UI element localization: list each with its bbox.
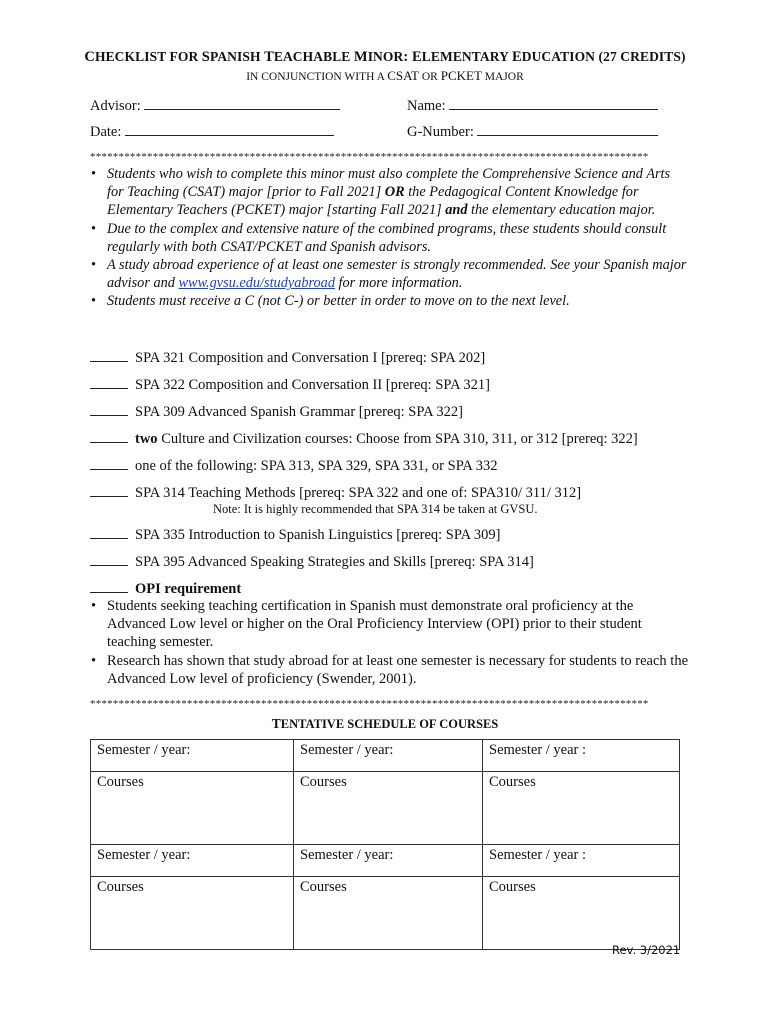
courses-cell[interactable]: Courses xyxy=(483,877,680,950)
date-line[interactable] xyxy=(125,122,334,136)
course-row-spa322: SPA 322 Composition and Conversation II [prereq: SPA 321] xyxy=(90,376,490,394)
course-row-spa309: SPA 309 Advanced Spanish Grammar [prereq: SPA 322] xyxy=(90,403,463,421)
requirements-notes xyxy=(90,165,690,311)
opi-notes xyxy=(90,597,690,688)
checkbox-line[interactable] xyxy=(90,403,128,416)
name-field[interactable] xyxy=(407,96,658,115)
note-item: • Students must receive a C (not C-) or better in order to move on to the next level. xyxy=(90,292,690,310)
course-row-opi: OPI requirement xyxy=(90,580,241,598)
spa314-note: Note: It is highly recommended that SPA 314 be taken at GVSU. xyxy=(213,502,538,516)
course-row-spa335: SPA 335 Introduction to Spanish Linguistics [prereq: SPA 309] xyxy=(90,526,500,544)
opi-note-item: • Students seeking teaching certification in Spanish must demonstrate oral proficiency at the Advanced Low level or higher on the Oral Proficiency Interview (OPI) prior to their student teaching semester. xyxy=(90,597,690,652)
course-row-spa314: SPA 314 Teaching Methods [prereq: SPA 322 and one of: SPA310/ 311/ 312] xyxy=(90,484,581,502)
checkbox-line[interactable] xyxy=(90,376,128,389)
courses-cell[interactable]: Courses xyxy=(91,877,294,950)
checkbox-line[interactable] xyxy=(90,580,128,593)
course-row-spa395: SPA 395 Advanced Speaking Strategies and Skills [prereq: SPA 314] xyxy=(90,553,534,571)
courses-cell[interactable]: Courses xyxy=(294,877,483,950)
checkbox-line[interactable] xyxy=(90,349,128,362)
courses-cell[interactable]: Courses xyxy=(483,772,680,845)
gnumber-line[interactable] xyxy=(477,122,658,136)
advisor-field[interactable] xyxy=(90,96,340,115)
opi-note-item: • Research has shown that study abroad for at least one semester is necessary for students to reach the Advanced Low level of proficiency (Swender, 2001). xyxy=(90,652,690,688)
note-item: • A study abroad experience of at least one semester is strongly recommended. See your Spanish major advisor and www.gvsu.edu/studyabroad for more information. xyxy=(90,256,690,292)
course-row-elective: one of the following: SPA 313, SPA 329, SPA 331, or SPA 332 xyxy=(90,457,497,475)
semester-cell[interactable]: Semester / year: xyxy=(294,845,483,877)
advisor-line[interactable] xyxy=(144,96,340,110)
schedule-table xyxy=(90,739,680,950)
gnumber-label: G-Number: xyxy=(407,124,474,140)
semester-cell[interactable]: Semester / year : xyxy=(483,845,680,877)
revision-label: Rev. 3/2021 xyxy=(612,943,681,957)
checkbox-line[interactable] xyxy=(90,430,128,443)
name-label: Name: xyxy=(407,98,446,114)
studyabroad-link[interactable]: www.gvsu.edu/studyabroad xyxy=(178,275,335,292)
gnumber-field[interactable] xyxy=(407,122,658,141)
note-item: • Students who wish to complete this minor must also complete the Comprehensive Science and Arts for Teaching (CSAT) major [prior to Fall 2021] OR the Pedagogical Content Knowledge for Elementary Teachers (PCKET) major [starting Fall 2021] and the elementary education major. xyxy=(90,165,690,220)
semester-cell[interactable]: Semester / year: xyxy=(91,845,294,877)
document-title: CHECKLIST FOR SPANISH TEACHABLE MINOR: ELEMENTARY EDUCATION (27 CREDITS) xyxy=(84,49,686,65)
checkbox-line[interactable] xyxy=(90,526,128,539)
semester-cell[interactable]: Semester / year : xyxy=(483,740,680,772)
courses-cell[interactable]: Courses xyxy=(91,772,294,845)
date-label: Date: xyxy=(90,124,122,140)
checkbox-line[interactable] xyxy=(90,484,128,497)
semester-cell[interactable]: Semester / year: xyxy=(91,740,294,772)
course-row-spa321: SPA 321 Composition and Conversation I [prereq: SPA 202] xyxy=(90,349,485,367)
courses-cell[interactable]: Courses xyxy=(294,772,483,845)
semester-cell[interactable]: Semester / year: xyxy=(294,740,483,772)
advisor-label: Advisor: xyxy=(90,98,141,114)
checkbox-line[interactable] xyxy=(90,457,128,470)
document-subtitle: IN CONJUNCTION WITH A CSAT OR PCKET MAJOR xyxy=(246,68,524,83)
separator-bottom: ************************************************************************************************** xyxy=(90,698,649,710)
schedule-title: TENTATIVE SCHEDULE OF COURSES xyxy=(271,716,499,731)
name-line[interactable] xyxy=(449,96,658,110)
checkbox-line[interactable] xyxy=(90,553,128,566)
note-item: • Due to the complex and extensive nature of the combined programs, these students should consult regularly with both CSAT/PCKET and Spanish advisors. xyxy=(90,220,690,256)
separator-top: ************************************************************************************************** xyxy=(90,151,649,163)
date-field[interactable] xyxy=(90,122,334,141)
course-row-culture: two Culture and Civilization courses: Choose from SPA 310, 311, or 312 [prereq: 322] xyxy=(90,430,638,448)
